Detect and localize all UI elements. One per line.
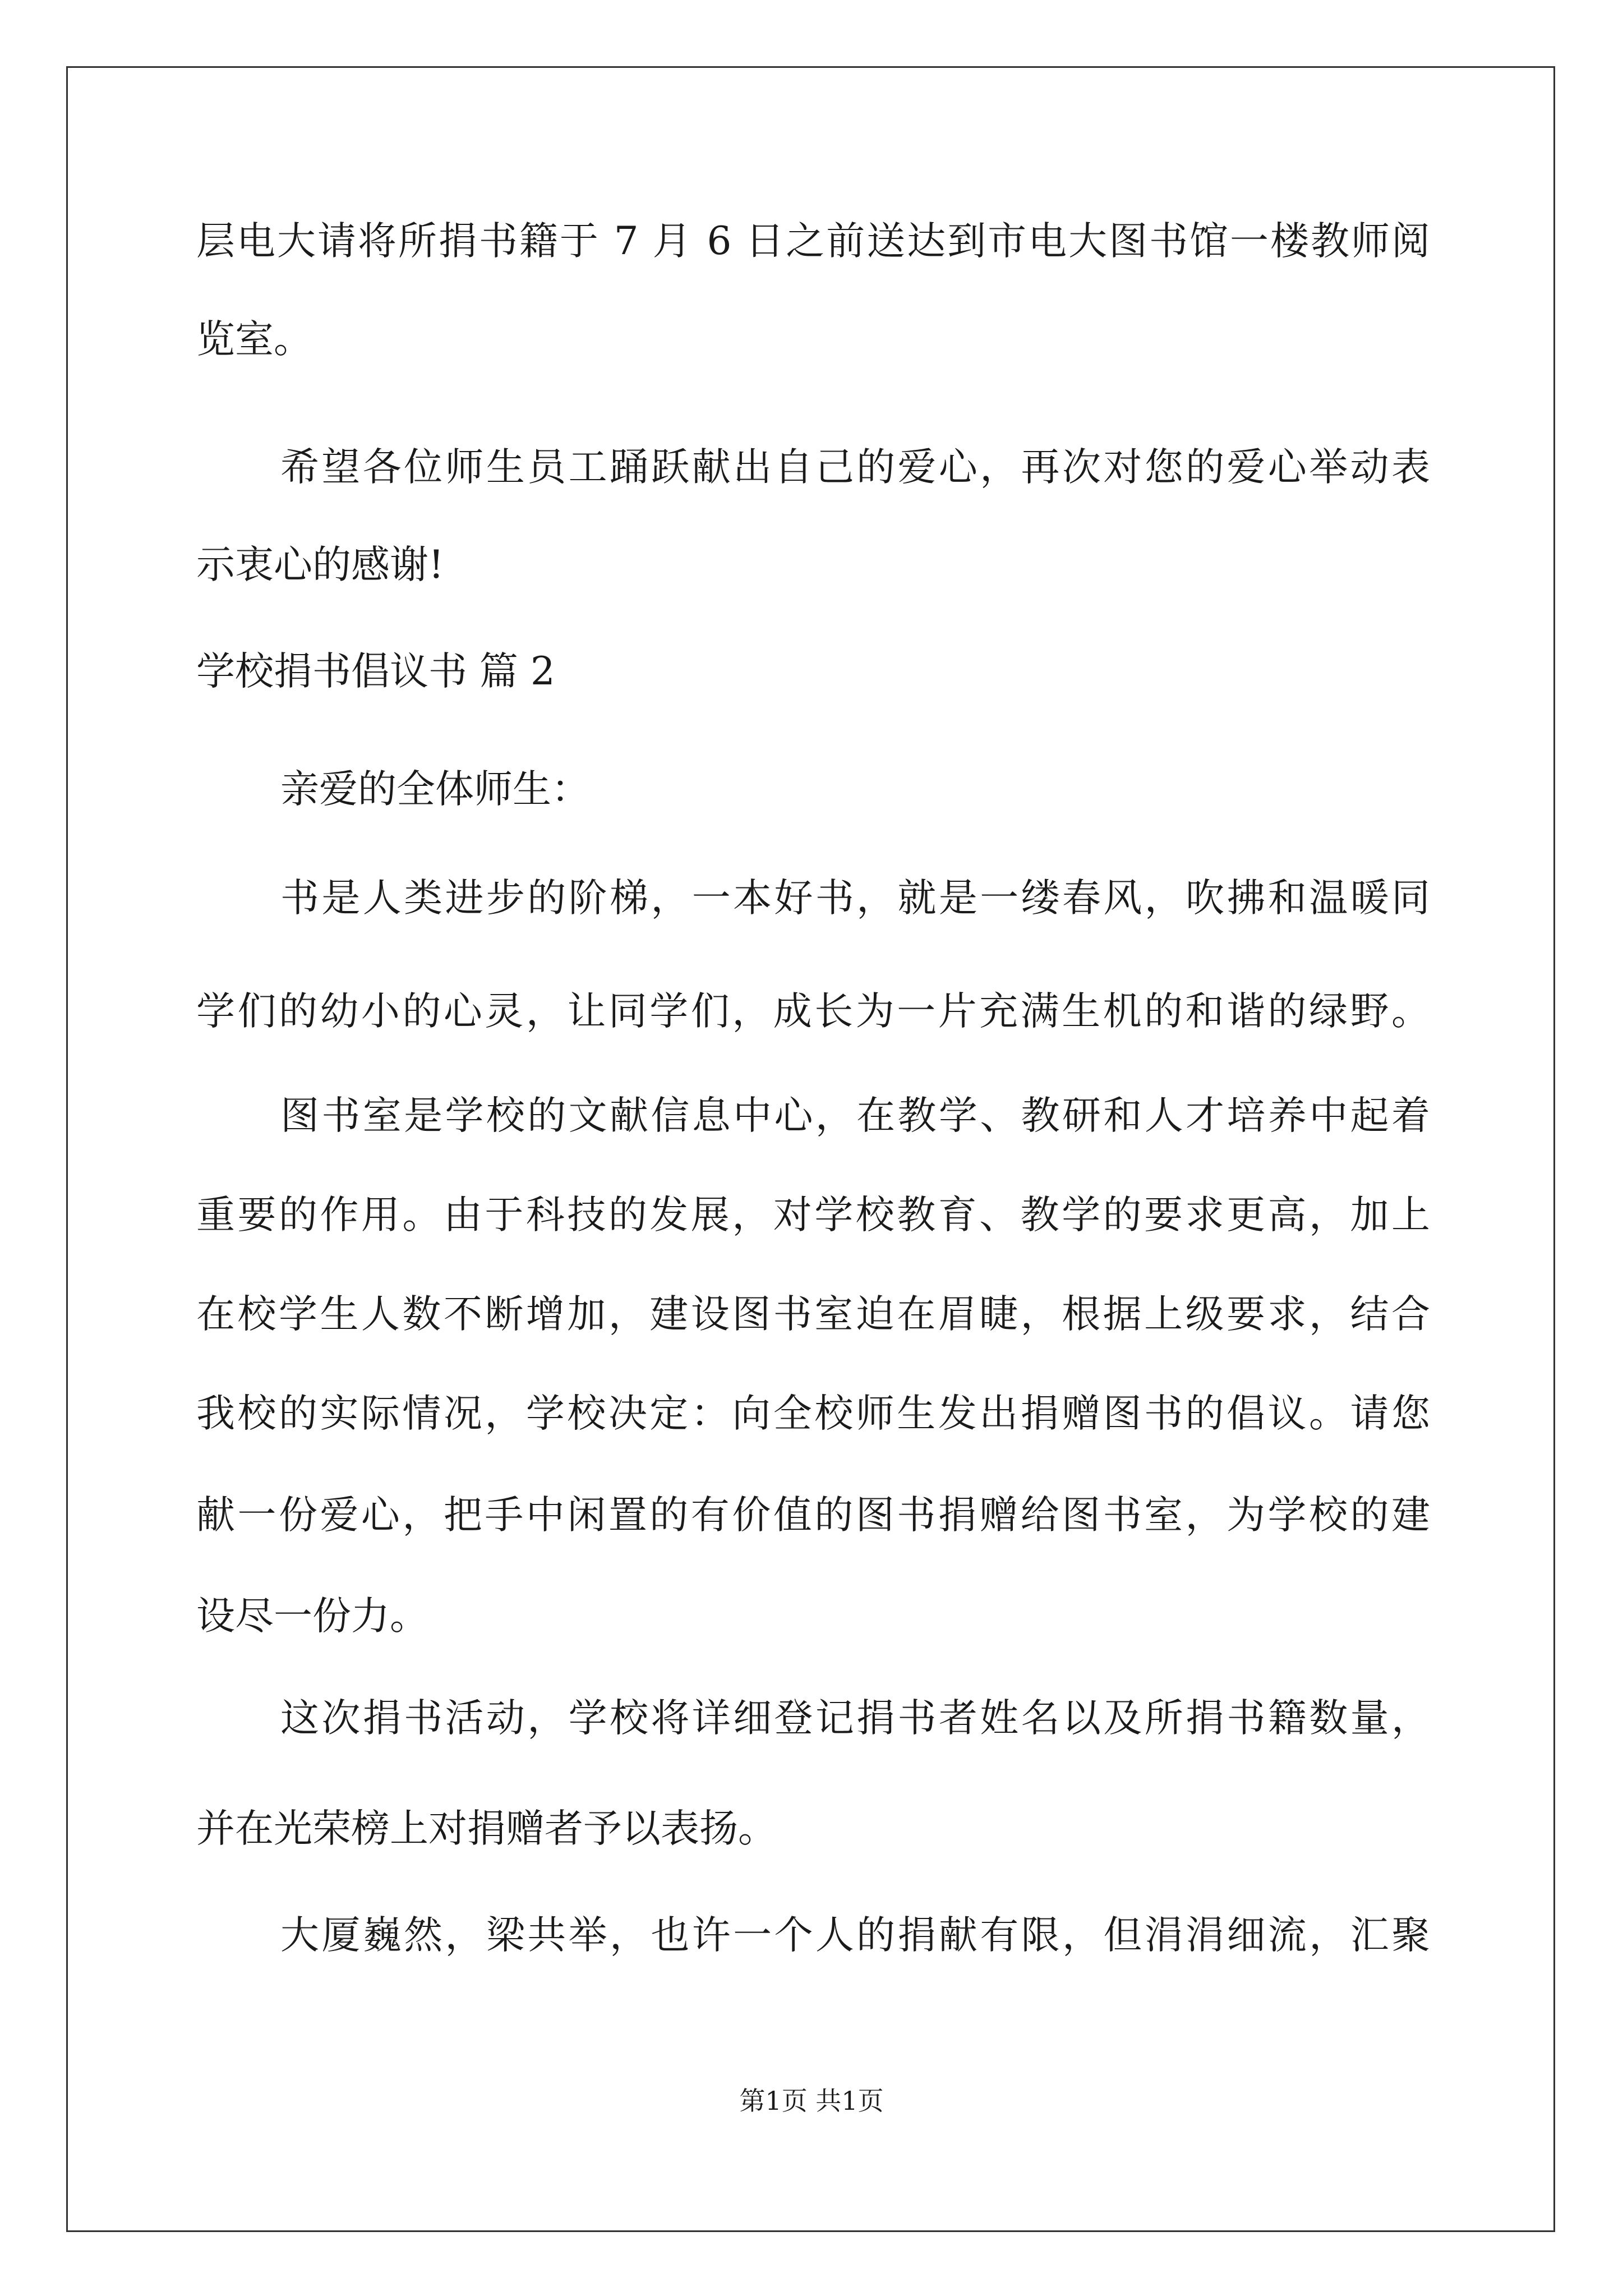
paragraph-line: 书是人类进步的阶梯，一本好书，就是一缕春风，吹拂和温暖同 <box>280 876 1430 921</box>
paragraph-line: 并在光荣榜上对捐赠者予以表扬。 <box>196 1806 777 1851</box>
page-border <box>66 66 1555 2232</box>
paragraph-line: 献一份爱心，把手中闲置的有价值的图书捐赠给图书室，为学校的建 <box>196 1493 1430 1538</box>
paragraph-line: 重要的作用。由于科技的发展，对学校教育、教学的要求更高，加上 <box>196 1193 1430 1237</box>
paragraph-line: 大厦巍然，梁共举，也许一个人的捐献有限，但涓涓细流，汇聚 <box>280 1913 1430 1958</box>
section-heading: 学校捐书倡议书 篇 2 <box>196 649 555 694</box>
paragraph-line: 览室。 <box>196 317 312 362</box>
paragraph-line: 希望各位师生员工踊跃献出自己的爱心，再次对您的爱心举动表 <box>280 445 1430 490</box>
paragraph-line: 图书室是学校的文献信息中心，在教学、教研和人才培养中起着 <box>280 1093 1430 1138</box>
paragraph-line: 设尽一份力。 <box>196 1594 428 1639</box>
paragraph-line: 示衷心的感谢! <box>196 542 444 587</box>
paragraph-line: 我校的实际情况，学校决定：向全校师生发出捐赠图书的倡议。请您 <box>196 1391 1430 1436</box>
paragraph-line: 在校学生人数不断增加，建设图书室迫在眉睫，根据上级要求，结合 <box>196 1292 1430 1337</box>
page-footer: 第1页 共1页 <box>739 2086 884 2116</box>
paragraph-line: 这次捐书活动，学校将详细登记捐书者姓名以及所捐书籍数量， <box>280 1696 1430 1741</box>
paragraph-line: 学们的幼小的心灵，让同学们，成长为一片充满生机的和谐的绿野。 <box>196 989 1430 1034</box>
salutation: 亲爱的全体师生： <box>280 767 590 812</box>
paragraph-line: 层电大请将所捐书籍于 7 月 6 日之前送达到市电大图书馆一楼教师阅 <box>196 219 1430 264</box>
